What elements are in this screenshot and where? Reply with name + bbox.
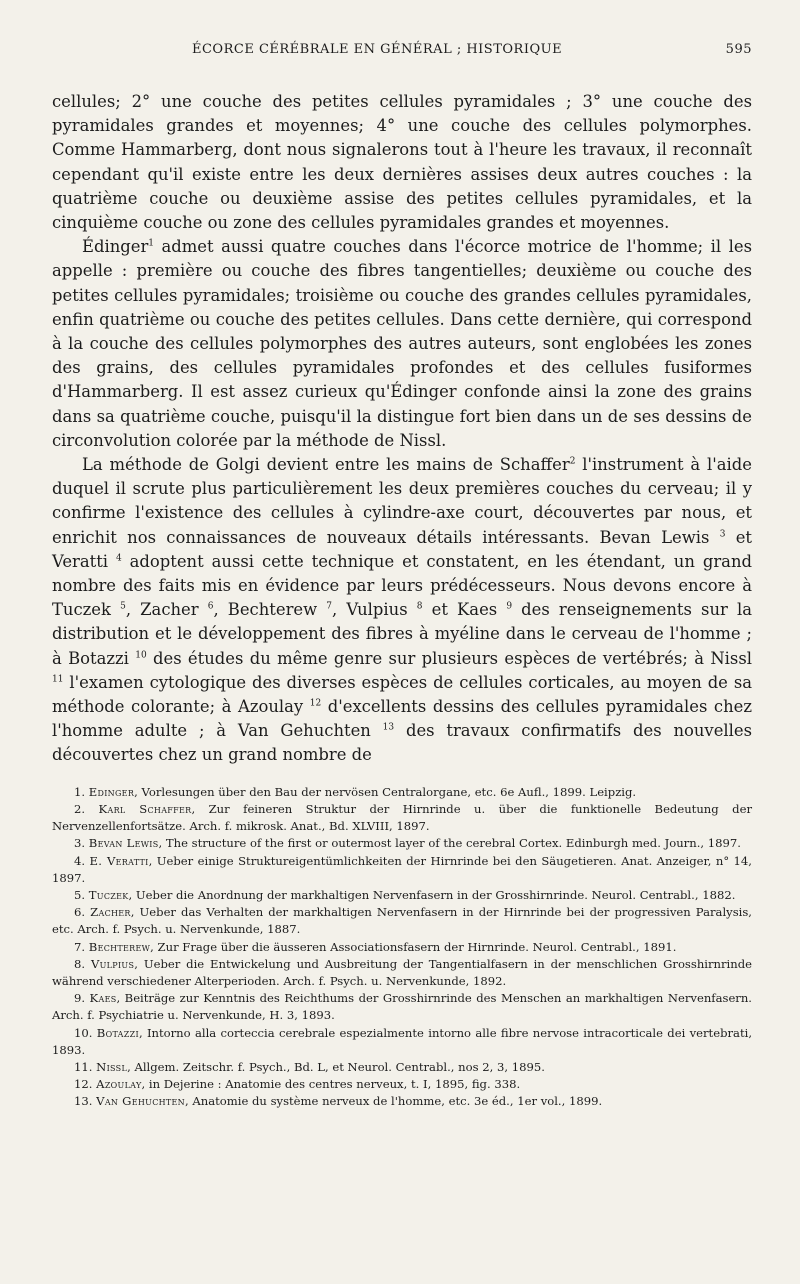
text-run: admet aussi quatre couches dans l'écorce motrice de l'homme; il les appelle : première ou couche des fibres tangentielles; deuxième ou couche des petites cellules pyramidales; troisième ou couche des grandes cellules pyramidales, enfin quatrième ou couche des petites cellules. Dans cette dernière, qui correspond à la couche des cellules polymorphes des autres auteurs, sont englobées les zones des grains, des cellules pyramidales profondes et des cellules fusiformes d'Hammarberg. Il est assez curieux qu'Édinger confonde ainsi la zone des grains dans sa quatrième couche, puisqu'il la distingue fort bien dans un de ses dessins de circonvolution colorée par la méthode de Nissl. [52,237,752,450]
text-run: , Vulpius [332,600,417,620]
footnote [52,835,752,852]
footnote-number: 9. [74,991,86,1006]
footnote-number: 4. [74,853,86,868]
footnote-number: 7. [74,939,86,954]
footnote-author: Zacher [90,905,131,920]
running-header [52,42,752,76]
footnote-author: Bechterew [88,939,151,954]
footnote-ref: 5 [120,601,126,612]
main-text [52,90,752,768]
footnote-ref: 13 [382,722,395,733]
footnote-number: 12. [74,1077,93,1092]
text-run: adoptent aussi cette technique et constatent, en les étendant, un grand nombre des faits mis en évidence par leurs prédécesseurs. Nous devons encore à Tuczek [52,551,752,620]
footnote-author: Azoulay [96,1077,142,1092]
footnote [52,939,752,956]
footnote-text: , Ueber die Entwickelung und Ausbreitung der Tangentialfasern in der menschlichen Grosshirnrinde während verschiedener Alterperioden. Arch. f. Psych. u. Nervenkunde, 1892. [52,956,753,988]
text-run: des études du même genre sur plusieurs espèces de vertébrés; à Nissl [146,648,752,668]
footnote-text: , Zur Frage über die äusseren Associationsfasern der Hirnrinde. Neurol. Centrabl., 1891. [150,939,677,954]
book-page [52,0,752,1111]
footnote-ref: 7 [326,601,332,612]
paragraph [52,90,752,235]
footnote-number: 11. [74,1059,93,1074]
footnote [52,801,752,835]
paragraph [52,453,752,768]
paragraph [52,235,752,453]
footnote-text: , Anatomie du système nerveux de l'homme, etc. 3e éd., 1er vol., 1899. [184,1094,603,1109]
text-run: l'examen cytologique des diverses espèces de cellules corticales, au moyen de sa méthode colorante; à Azoulay [52,672,752,717]
text-run: des travaux confirmatifs des nouvelles découvertes chez un grand nombre de [52,721,752,765]
footnote-ref: 3 [719,529,726,540]
footnotes [52,784,752,1111]
footnote-author: Vulpius [90,956,135,971]
text-run: , Bechterew [213,600,327,620]
footnote-author: Karl Schaffer [98,801,192,816]
footnote-text: , Intorno alla corteccia cerebrale espezialmente intorno alle fibre nervose intracorticale dei vertebrati, 1893. [52,1025,753,1057]
footnote-author: Kaes [89,991,117,1006]
text-run: La méthode de Golgi devient entre les mains de Schaffer [82,455,570,475]
footnote-author: Tuczek [88,887,129,902]
footnote [52,956,752,990]
text-run: l'instrument à l'aide duquel il scrute plus particulièrement les deux premières couches du cerveau; il y confirme l'existence des cellules à cylindre-axe court, découvertes par nous, et enrichit nos connaissances de nouveaux détails intéressants. Bevan Lewis [52,455,752,547]
footnote-text: , Allgem. Zeitschr. f. Psych., Bd. L, et Neurol. Centrabl., nos 2, 3, 1895. [127,1059,545,1074]
footnote-number: 5. [74,887,86,902]
footnote-ref: 12 [309,698,322,709]
footnote-author: Bevan Lewis [88,836,159,851]
footnote-text: , Ueber das Verhalten der markhaltigen Nervenfasern in der Hirnrinde bei der progressiven Paralysis, etc. Arch. f. Psych. u. Nervenkunde, 1887. [52,905,752,937]
footnote [52,1025,752,1059]
footnote-text: , Ueber die Anordnung der markhaltigen Nervenfasern in der Grosshirnrinde. Neurol. Centrabl., 1882. [128,887,736,902]
footnote [52,904,752,938]
footnote-ref: 6 [207,601,214,612]
text-run: et Kaes [422,600,507,620]
page-number: 595 [725,42,752,57]
text-run: d'excellents dessins des cellules pyramidales chez l'homme adulte ; à Van Gehuchten [52,697,752,741]
footnote [52,990,752,1024]
footnote [52,1059,752,1076]
footnote-ref: 2 [569,456,576,467]
footnote-text: , Zur feineren Struktur der Hirnrinde u. über die funktionelle Bedeutung der Nervenzellenfortsätze. Arch. f. mikrosk. Anat., Bd. XLVIII, 1897. [52,801,752,834]
footnote-ref: 8 [416,601,423,612]
footnote-number: 2. [74,801,86,816]
text-run: , Zacher [125,600,208,620]
text-run: cellules; 2° une couche des petites cellules pyramidales ; 3° une couche des pyramidales grandes et moyennes; 4° une couche des cellules polymorphes. Comme Hammarberg, dont nous signalerons tout à l'heure les travaux, il reconnaît cependant qu'il existe entre les deux dernières assises deux autres couches : la quatrième couche ou deuxième assise des petites cellules pyramidales, et la cinquième couche ou zone des cellules pyramidales grandes et moyennes. [52,92,752,233]
footnote [52,1093,752,1110]
footnote-text: , Vorlesungen über den Bau der nervösen Centralorgane, etc. 6e Aufl., 1899. Leipzig. [134,784,637,799]
footnote-author: Nissl [96,1059,128,1074]
footnote-number: 6. [74,905,86,920]
footnote-author: E. Veratti [89,853,149,868]
footnote-text: , in Dejerine : Anatomie des centres nerveux, t. I, 1895, fig. 338. [141,1077,521,1092]
footnote-number: 10. [74,1025,93,1040]
footnote-text: , Ueber einige Struktureigentümlichkeiten der Hirnrinde bei den Säugetieren. Anat. Anzeiger, n° 14, 1897. [52,853,752,885]
footnote-ref: 11 [52,674,64,685]
footnote-author: Van Gehuchten [96,1094,185,1109]
footnote [52,1076,752,1093]
footnote-ref: 9 [506,601,513,612]
footnote-text: , The structure of the first or outermost layer of the cerebral Cortex. Edinburgh med. Journ., 1897. [158,836,741,851]
footnote-number: 13. [74,1094,93,1109]
footnote-author: Botazzi [96,1025,139,1040]
footnote-number: 8. [74,956,86,971]
text-run: des renseignements sur la distribution et le développement des fibres à myéline dans le cerveau de l'homme ; à Botazzi [52,600,752,668]
footnote-ref: 4 [115,553,122,564]
footnote [52,853,752,887]
footnote [52,784,752,801]
footnote-number: 3. [74,836,86,851]
footnote [52,887,752,904]
footnote-author: Edinger [88,784,135,799]
footnote-ref: 1 [148,238,155,249]
footnote-number: 1. [74,784,86,799]
footnote-ref: 10 [135,650,147,661]
text-run: et Veratti [52,527,752,571]
text-run: Édinger [82,237,149,257]
running-title: ÉCORCE CÉRÉBRALE EN GÉNÉRAL ; HISTORIQUE [192,42,563,57]
footnote-text: , Beiträge zur Kenntnis des Reichthums der Grosshirnrinde des Menschen an markhaltigen Nervenfasern. Arch. f. Psychiatrie u. Nervenkunde, H. 3, 1893. [52,991,752,1023]
